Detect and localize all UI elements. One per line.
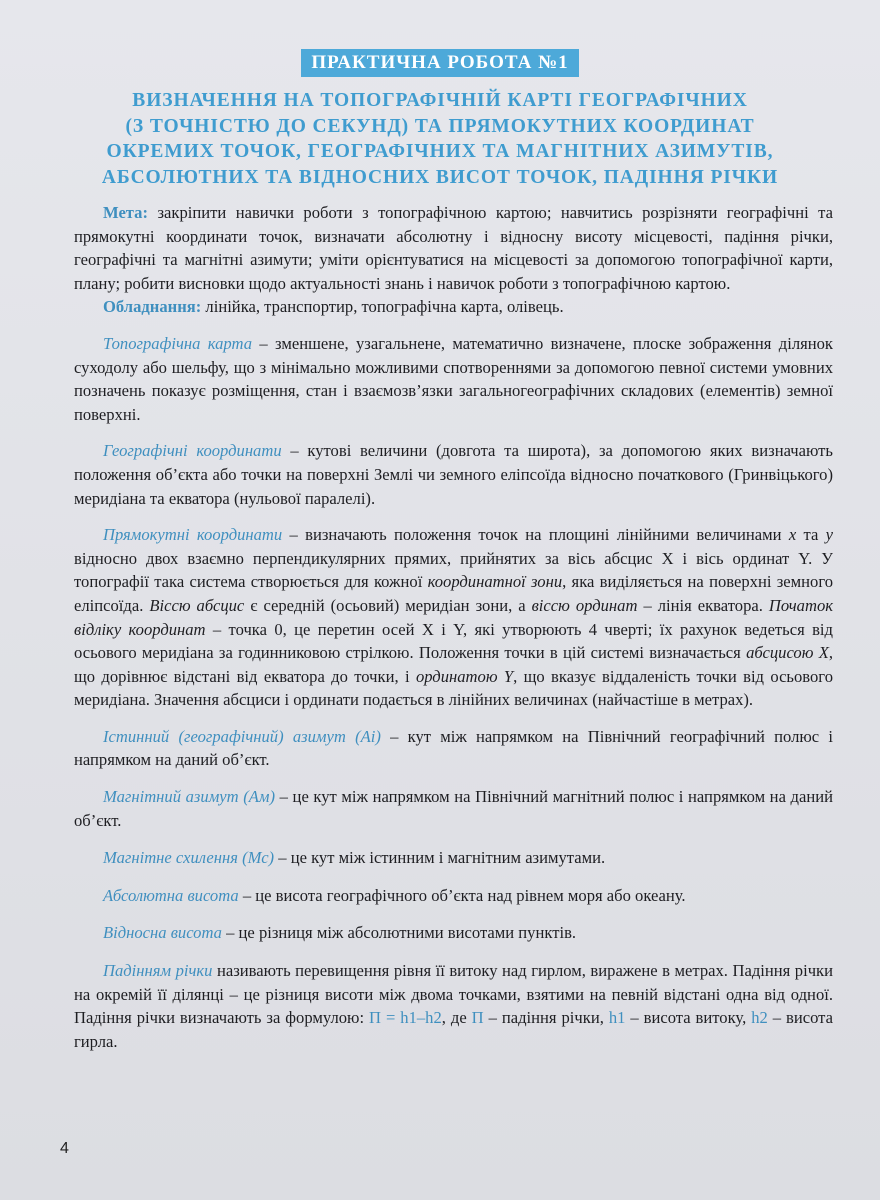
term-declination: Магнітне схилення (Мс) [103, 848, 275, 868]
page-number: 4 [60, 1140, 69, 1157]
definition-text: є середній (осьовий) меридіан зони, а [244, 595, 532, 615]
definition-text: називають перевищення рівня її витоку над гирлом, виражене в метрах. Падіння річки на окремій її ділянці – це різниця висоти між двома точками, взятими на певній відстані одна від одної. Падіння річки визначають за формулою: [74, 961, 833, 1028]
declination-paragraph [74, 846, 833, 870]
rel-height-paragraph [74, 921, 833, 945]
rect-coords-paragraph [74, 523, 833, 712]
emph-abscissa-axis: Віссю абсцис [149, 595, 245, 615]
equipment-text: лінійка, транспортир, топографічна карта, олівець. [201, 297, 564, 317]
goal-text: закріпити навички роботи з топографічною картою; навчитись розрізняти географічні та прямокутні координати точок, визначати абсолютну і відносну висоту місцевості, падіння річки, географічні та магнітні азимути; уміти орієнтуватися на місцевості за допомогою топографічної карти, плану; робити висновки щодо актуальності знань і навичок роботи з топографічною картою. [74, 203, 833, 293]
definition-text: – лінія екватора. [637, 595, 769, 615]
definition-text: – це висота географічного об’єкта над рівнем моря або океану. [238, 885, 686, 905]
body-text [74, 201, 833, 1053]
term-abs-height: Абсолютна висота [103, 885, 239, 905]
title-line: (З ТОЧНІСТЮ ДО СЕКУНД) ТА ПРЯМОКУТНИХ КООРДИНАТ [125, 115, 755, 137]
definition-text: – висота гирла. [74, 1008, 833, 1051]
river-fall-paragraph [74, 959, 833, 1053]
emph-zone: координатної зони [427, 572, 563, 592]
term-rel-height: Відносна висота [103, 923, 222, 943]
emph-ordinate-axis: віссю ординат [531, 595, 638, 615]
page-title [60, 88, 820, 190]
term-magnetic-azimuth: Магнітний азимут (Ам) [103, 787, 276, 807]
true-azimuth-paragraph [74, 725, 833, 772]
emph-ordinate-y: ординатою Y [415, 666, 514, 686]
definition-text: , що вказує віддаленість точки від осьового меридіана. Значення абсциси і ординати подається в лінійних величинах (найчастіше в метрах). [74, 666, 834, 710]
topo-map-paragraph [74, 332, 833, 426]
symbol-h1: h1 [608, 1008, 626, 1028]
emph-abscissa-x: абсцисою X [746, 643, 829, 663]
goal-label: Мета: [103, 203, 148, 222]
title-line: ВИЗНАЧЕННЯ НА ТОПОГРАФІЧНІЙ КАРТІ ГЕОГРАФІЧНИХ [132, 90, 748, 111]
definition-text: – кут між напрямком на Північний географічний полюс і напрямком на даний об’єкт. [74, 726, 833, 770]
definition-text: – визначають положення точок на площині лінійними величинами [282, 525, 789, 545]
title-line: АБСОЛЮТНИХ ТА ВІДНОСНИХ ВИСОТ ТОЧОК, ПАДІННЯ РІЧКИ [101, 166, 779, 188]
definition-text: відносно двох взаємно перпендикулярних прямих, прийнятих за вісь абсцис X і вісь ординат Y. У топографії така система створюється для кожної [74, 548, 833, 592]
definition-text: – це різниця між абсолютними висотами пунктів. [221, 923, 577, 943]
definition-text: – висота витоку, [625, 1008, 752, 1028]
abs-height-paragraph [74, 884, 833, 908]
var-y: y [825, 525, 833, 545]
equipment-paragraph [74, 295, 833, 319]
term-topo-map: Топографічна карта [103, 333, 252, 353]
term-river-fall: Падінням річки [103, 961, 213, 981]
definition-text: – кутові величини (довгота та широта), за допомогою яких визначають положення об’єкта або точки на поверхні Землі чи земного еліпсоїда відносно початкового (Гринвіцького) меридіана та екватора (нульової паралелі). [74, 441, 833, 508]
definition-text: , що дорівнює відстані від екватора до точки, і [74, 643, 833, 686]
definition-text: , де [441, 1008, 472, 1028]
definition-text: – точка 0, це перетин осей X і Y, які утворюють 4 чверті; їх рахунок ведеться від осьового меридіана за годинниковою стрілкою. Положення точки в цій системі визначається [74, 619, 833, 663]
formula: П = h1–h2 [369, 1008, 442, 1028]
symbol-h2: h2 [751, 1008, 768, 1028]
term-true-azimuth: Істинний (географічний) азимут (Аі) [103, 726, 381, 746]
magnetic-azimuth-paragraph [74, 785, 833, 832]
equipment-label: Обладнання: [103, 297, 202, 317]
title-line: ОКРЕМИХ ТОЧОК, ГЕОГРАФІЧНИХ ТА МАГНІТНИХ АЗИМУТІВ, [106, 141, 774, 162]
term-geo-coords: Географічні координати [103, 441, 282, 461]
geo-coords-paragraph [74, 439, 833, 510]
var-x: x [788, 525, 797, 545]
definition-text: – це кут між напрямком на Північний магнітний полюс і напрямком на даний об’єкт. [74, 787, 833, 830]
practical-work-banner: ПРАКТИЧНА РОБОТА №1 [301, 49, 578, 77]
definition-text: та [796, 525, 826, 545]
term-rect-coords: Прямокутні координати [103, 525, 283, 545]
definition-text: – це кут між істинним і магнітним азимутами. [274, 848, 606, 868]
goal-paragraph [74, 201, 833, 295]
banner-wrap [0, 49, 880, 77]
definition-text: – падіння річки, [483, 1008, 609, 1028]
emph-origin: Початок відліку координат [74, 595, 833, 639]
symbol-p: П [471, 1008, 484, 1028]
definition-text: – зменшене, узагальнене, математично визначене, плоске зображення ділянок суходолу або шельфу, що з мінімально можливими спотвореннями за допомогою певної системи умовних позначень показує розміщення, стан і взаємозв’язки загальногеографічних складових (елементів) земної поверхні. [74, 333, 833, 424]
definition-text: , яка виділяється на поверхні земного еліпсоїда. [74, 572, 834, 615]
